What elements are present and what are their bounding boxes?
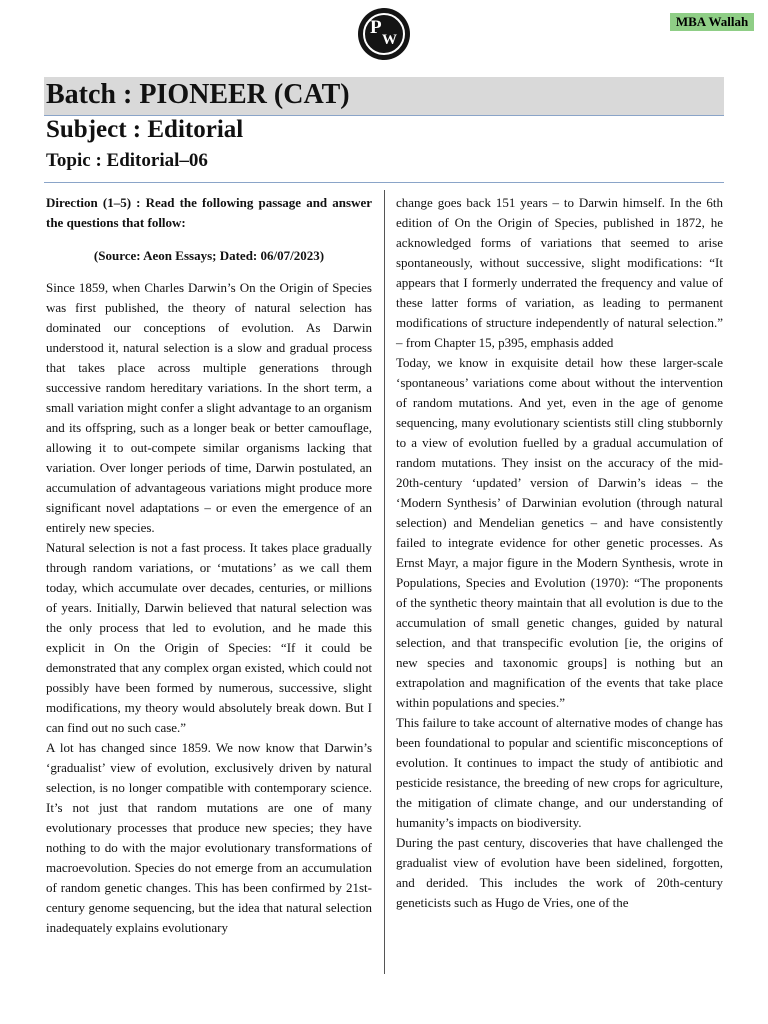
logo-letter-p: P [370, 17, 382, 38]
paragraph-4: change goes back 151 years – to Darwin himself. In the 6th edition of On the Origin of Species, published in 1872, he acknowledged forms of variations that seemed to arise spontaneously, without successive, slight modifications: “It appears that I formerly underrated the frequency and value of these latter forms of variation, as leading to permanent modifications of structure independently of natural selection.” – from Chapter 15, p395, emphasis added [396, 195, 723, 350]
paragraph-6: This failure to take account of alternative modes of change has been foundational to popular and scientific misconceptions of evolution. It continues to impact the study of antibiotic and pesticide resistance, the breeding of new crops for agriculture, the mitigation of climate change, and our understanding of humanity’s impacts on biodiversity. [396, 715, 723, 830]
column-divider [384, 190, 385, 974]
mba-wallah-badge: MBA Wallah [670, 13, 754, 31]
direction-text: Direction (1–5) : Read the following passage and answer the questions that follow: [46, 195, 372, 230]
batch-banner [44, 77, 724, 116]
subject-heading: Subject : Editorial [46, 116, 244, 143]
paragraph-2: Natural selection is not a fast process. It takes place gradually through random variations, or ‘mutations’ as we call them today, which accumulate over decades, centuries, or millions of years. Initially, Darwin believed that natural selection was the only process that led to evolution, and he made this explicit in On the Origin of Species: “If it could be demonstrated that any complex organ existed, which could not possibly have been formed by numerous, successive, slight modifications, my theory would absolutely break down. But I can find out no such case.” [46, 540, 372, 735]
right-column [396, 193, 723, 913]
pw-logo [358, 8, 410, 60]
source-line: (Source: Aeon Essays; Dated: 06/07/2023) [93, 248, 325, 263]
paragraph-7: During the past century, discoveries that have challenged the gradualist view of evolution have been sidelined, forgotten, and derided. This includes the work of 20th-century geneticists such as Hugo de Vries, one of the [396, 835, 723, 910]
paragraph-1: Since 1859, when Charles Darwin’s On the Origin of Species was first published, the theory of natural selection has dominated our conceptions of evolution. As Darwin understood it, natural selection is a slow and gradual process that takes place across multiple generations through successive random hereditary variations. In the short term, a small variation might confer a slight advantage to an organism and its offspring, such as a longer beak or better camouflage, allowing it to out-compete similar organisms lacking that variation. Over longer periods of time, Darwin postulated, an accumulation of advantageous variations might produce more significant novel adaptations – or even the emergence of an entirely new species. [46, 280, 372, 535]
paragraph-5: Today, we know in exquisite detail how these larger-scale ‘spontaneous’ variations come about without the intervention of random mutations. And yet, even in the age of genome sequencing, many evolutionary scientists still cling stubbornly to a view of evolution fuelled by a gradual accumulation of random mutations. They insist on the accuracy of the mid-20th-century ‘updated’ version of Darwin’s ideas – the ‘Modern Synthesis’ of Darwinian evolution (through natural selection) and Mendelian genetics – and have consistently failed to integrate evidence for other genetic processes. As Ernst Mayr, a major figure in the Modern Synthesis, wrote in Populations, Species and Evolution (1970): “The proponents of the synthetic theory maintain that all evolution is due to the accumulation of small genetic changes, guided by natural selection, and that transpecific evolution [ie, the origins of new species and taxonomic groups] is nothing but an extrapolation and magnification of the events that take place within populations and species.” [396, 355, 723, 710]
paragraph-3: A lot has changed since 1859. We now know that Darwin’s ‘gradualist’ view of evolution, exclusively driven by natural selection, is no longer compatible with contemporary science. It’s not just that random mutations are one of many evolutionary processes that produce new species; they have nothing to do with the major evolutionary transformations of macroevolution. Species do not emerge from an accumulation of random genetic changes. This has been confirmed by 21st-century genome sequencing, but the idea that natural selection inadequately explains evolutionary [46, 740, 372, 935]
batch-title: Batch : PIONEER (CAT) [46, 79, 350, 110]
left-column [46, 193, 372, 938]
header-divider [44, 182, 724, 183]
topic-heading: Topic : Editorial–06 [46, 150, 208, 171]
logo-letter-w: W [382, 32, 397, 48]
